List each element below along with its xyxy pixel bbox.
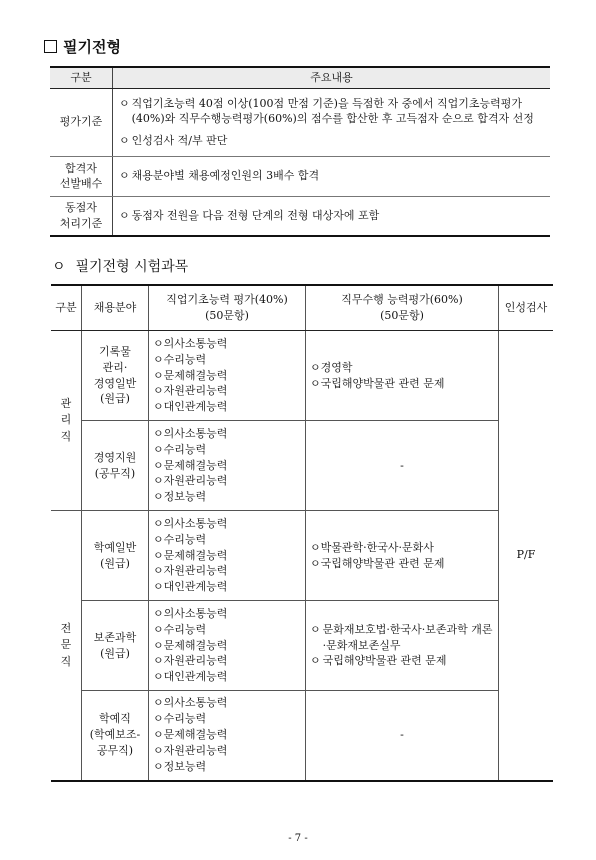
criteria-row-content [113, 156, 551, 196]
list-item: ㅇ 인성검사 적/부 판단 [119, 134, 228, 148]
criteria-header-content: 주요내용 [113, 67, 551, 88]
group-label-specialist: 전 문 직 [51, 511, 82, 781]
header-job: 직무수행 능력평가(60%) (50문항) [306, 285, 499, 331]
criteria-row-content [113, 196, 551, 236]
subjects-header-row [51, 285, 553, 331]
subjects-table [51, 284, 553, 782]
group-label-management: 관 리 직 [51, 331, 82, 511]
basic-subjects-cell: ㅇ의사소통능력 ㅇ수리능력 ㅇ문제해결능력 ㅇ자원관리능력 ㅇ정보능력 [149, 691, 306, 781]
criteria-row-eval [50, 88, 550, 156]
field-cell: 학예직 (학예보조- 공무직) [82, 691, 149, 781]
page-number: - 7 - [288, 833, 308, 844]
personality-cell: P/F [499, 331, 554, 781]
criteria-row-content [113, 88, 551, 156]
criteria-row-tie [50, 196, 550, 236]
basic-subjects-cell: ㅇ의사소통능력 ㅇ수리능력 ㅇ문제해결능력 ㅇ자원관리능력 ㅇ대인관계능력 [149, 601, 306, 691]
bullet-icon: ㅇ [52, 259, 66, 275]
table-row [51, 691, 553, 781]
table-row [51, 331, 553, 421]
subjects-heading-text: 필기전형 시험과목 [75, 259, 189, 275]
job-subjects-cell: ㅇ경영학 ㅇ국립해양박물관 관련 문제 [306, 331, 499, 421]
subjects-heading [52, 256, 188, 276]
basic-subjects-cell: ㅇ의사소통능력 ㅇ수리능력 ㅇ문제해결능력 ㅇ자원관리능력 ㅇ정보능력 [149, 421, 306, 511]
header-gubun: 구분 [51, 285, 82, 331]
criteria-row-label: 평가기준 [50, 88, 113, 156]
list-item: ㅇ 직업기초능력 40점 이상(100점 만점 기준)을 득점한 자 중에서 직업기초능력평가(40%)와 직무수행능력평가(60%)의 점수를 합산한 후 고득점자 순으로 합격자 선정 [119, 96, 534, 126]
criteria-table [50, 66, 550, 237]
job-subjects-cell: ㅇ 문화재보호법·한국사·보존과학 개론·문화재보존실무 ㅇ 국립해양박물관 관련 문제 [306, 601, 499, 691]
basic-subjects-cell: ㅇ의사소통능력 ㅇ수리능력 ㅇ문제해결능력 ㅇ자원관리능력 ㅇ대인관계능력 [149, 331, 306, 421]
field-cell: 기록물 관리· 경영일반 (원급) [82, 331, 149, 421]
criteria-row-label: 동점자 처리기준 [50, 196, 113, 236]
job-subjects-cell: ㅇ박물관학·한국사·문화사 ㅇ국립해양박물관 관련 문제 [306, 511, 499, 601]
checkbox-square-icon [44, 40, 57, 53]
header-basic: 직업기초능력 평가(40%) (50문항) [149, 285, 306, 331]
field-cell: 보존과학 (원급) [82, 601, 149, 691]
table-row [51, 421, 553, 511]
table-row [51, 601, 553, 691]
criteria-header-row [50, 67, 550, 88]
job-subjects-cell: - [306, 691, 499, 781]
field-cell: 학예일반 (원급) [82, 511, 149, 601]
criteria-header-gubun: 구분 [50, 67, 113, 88]
list-item: ㅇ 동점자 전원을 다음 전형 단계의 전형 대상자에 포함 [119, 209, 380, 223]
table-row [51, 511, 553, 601]
criteria-row-multiple [50, 156, 550, 196]
criteria-row-label: 합격자 선발배수 [50, 156, 113, 196]
header-personality: 인성검사 [499, 285, 554, 331]
field-cell: 경영지원 (공무직) [82, 421, 149, 511]
list-item: ㅇ 채용분야별 채용예정인원의 3배수 합격 [119, 169, 320, 183]
section-title-text: 필기전형 [63, 38, 121, 56]
section-title [44, 36, 121, 57]
header-field: 채용분야 [82, 285, 149, 331]
basic-subjects-cell: ㅇ의사소통능력 ㅇ수리능력 ㅇ문제해결능력 ㅇ자원관리능력 ㅇ대인관계능력 [149, 511, 306, 601]
job-subjects-cell: - [306, 421, 499, 511]
